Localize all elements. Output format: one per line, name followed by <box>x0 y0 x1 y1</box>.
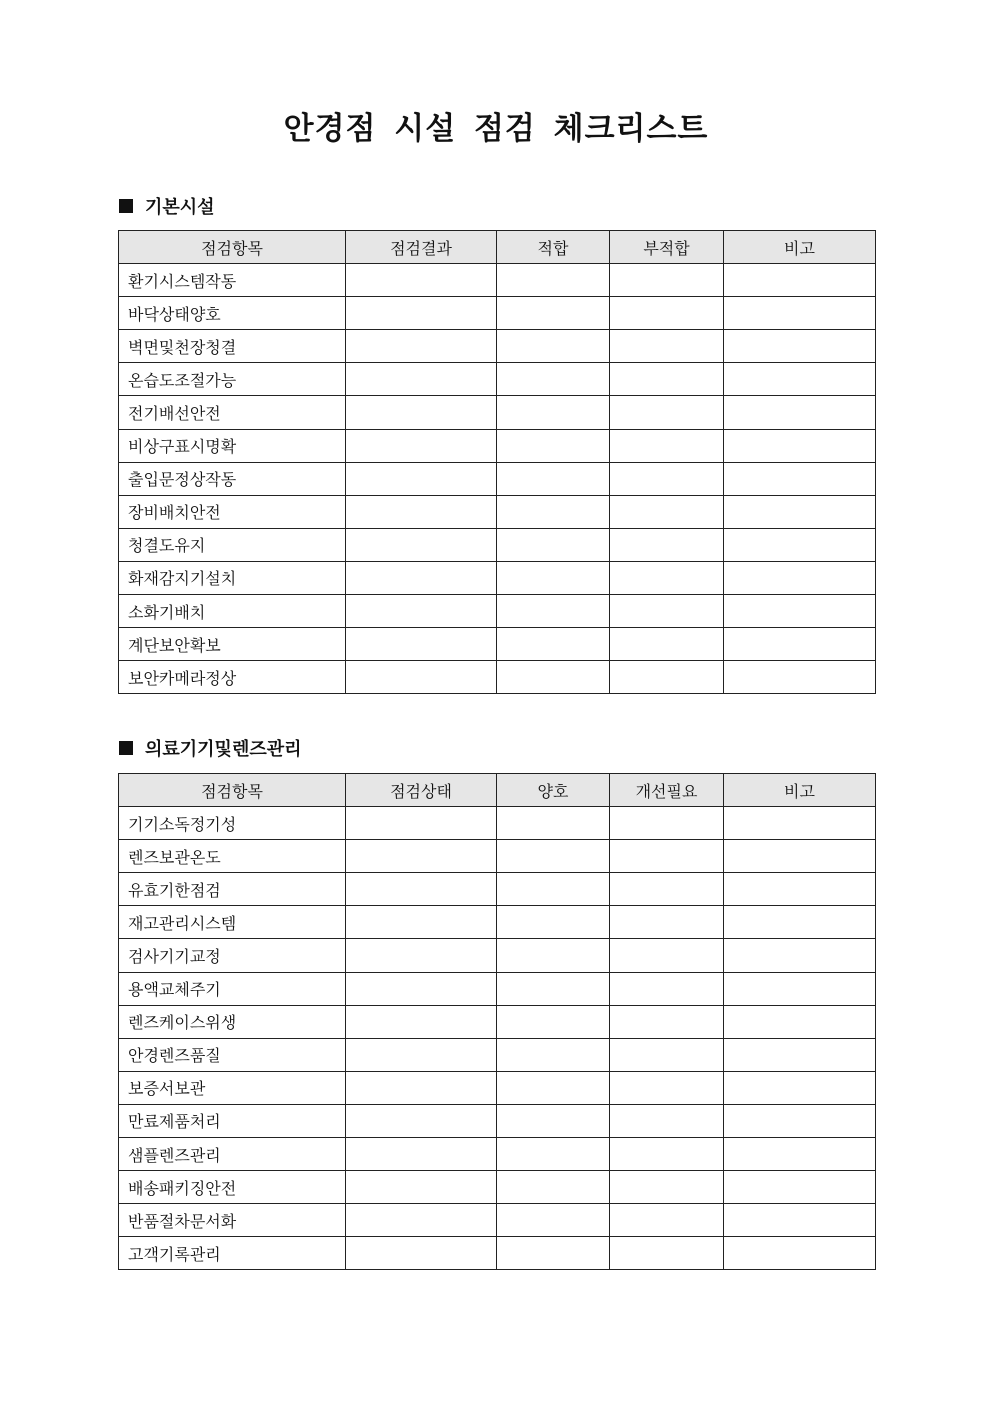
fail-cell[interactable] <box>610 495 724 528</box>
column-header-result: 점검결과 <box>346 231 497 264</box>
result-cell[interactable] <box>346 807 497 840</box>
table-row <box>119 1104 876 1137</box>
note-cell[interactable] <box>724 330 876 363</box>
column-header-item: 점검항목 <box>119 231 346 264</box>
square-bullet-icon <box>119 741 133 755</box>
pass-cell[interactable] <box>497 628 610 661</box>
table-body <box>119 264 876 694</box>
table-row <box>119 807 876 840</box>
fail-cell[interactable] <box>610 972 724 1005</box>
pass-cell[interactable] <box>497 661 610 694</box>
pass-cell[interactable] <box>497 1237 610 1270</box>
fail-cell[interactable] <box>610 1104 724 1137</box>
column-header-needs-improvement: 개선필요 <box>610 774 724 807</box>
note-cell[interactable] <box>724 661 876 694</box>
result-cell[interactable] <box>346 939 497 972</box>
result-cell[interactable] <box>346 330 497 363</box>
pass-cell[interactable] <box>497 840 610 873</box>
pass-cell[interactable] <box>497 561 610 594</box>
section-heading-label: 의료기기및렌즈관리 <box>145 739 302 760</box>
table-row <box>119 1005 876 1038</box>
pass-cell[interactable] <box>497 1104 610 1137</box>
section-heading-basic-facilities <box>119 194 215 218</box>
check-item-label: 기기소독정기성 <box>119 807 346 840</box>
table-row <box>119 363 876 396</box>
table-row <box>119 595 876 628</box>
pass-cell[interactable] <box>497 1171 610 1204</box>
pass-cell[interactable] <box>497 807 610 840</box>
result-cell[interactable] <box>346 595 497 628</box>
column-header-status: 점검상태 <box>346 774 497 807</box>
note-cell[interactable] <box>724 595 876 628</box>
check-item-label: 바닥상태양호 <box>119 297 346 330</box>
column-header-item: 점검항목 <box>119 774 346 807</box>
note-cell[interactable] <box>724 528 876 561</box>
pass-cell[interactable] <box>497 495 610 528</box>
fail-cell[interactable] <box>610 561 724 594</box>
check-item-label: 렌즈케이스위생 <box>119 1005 346 1038</box>
check-item-label: 반품절차문서화 <box>119 1204 346 1237</box>
note-cell[interactable] <box>724 297 876 330</box>
note-cell[interactable] <box>724 1171 876 1204</box>
result-cell[interactable] <box>346 1204 497 1237</box>
table-row <box>119 1204 876 1237</box>
column-header-note: 비고 <box>724 231 876 264</box>
fail-cell[interactable] <box>610 906 724 939</box>
note-cell[interactable] <box>724 939 876 972</box>
medical-devices-lens-table <box>118 773 876 1270</box>
fail-cell[interactable] <box>610 297 724 330</box>
pass-cell[interactable] <box>497 906 610 939</box>
result-cell[interactable] <box>346 462 497 495</box>
result-cell[interactable] <box>346 1071 497 1104</box>
result-cell[interactable] <box>346 429 497 462</box>
check-item-label: 소화기배치 <box>119 595 346 628</box>
fail-cell[interactable] <box>610 1038 724 1071</box>
table-row <box>119 1038 876 1071</box>
table-row <box>119 840 876 873</box>
table-body <box>119 807 876 1270</box>
check-item-label: 환기시스템작동 <box>119 264 346 297</box>
check-item-label: 장비배치안전 <box>119 495 346 528</box>
fail-cell[interactable] <box>610 1237 724 1270</box>
result-cell[interactable] <box>346 264 497 297</box>
result-cell[interactable] <box>346 528 497 561</box>
note-cell[interactable] <box>724 1005 876 1038</box>
pass-cell[interactable] <box>497 873 610 906</box>
column-header-note: 비고 <box>724 774 876 807</box>
fail-cell[interactable] <box>610 528 724 561</box>
table-row <box>119 330 876 363</box>
pass-cell[interactable] <box>497 1204 610 1237</box>
note-cell[interactable] <box>724 1038 876 1071</box>
fail-cell[interactable] <box>610 840 724 873</box>
table-row <box>119 429 876 462</box>
pass-cell[interactable] <box>497 264 610 297</box>
check-item-label: 계단보안확보 <box>119 628 346 661</box>
fail-cell[interactable] <box>610 1138 724 1171</box>
note-cell[interactable] <box>724 561 876 594</box>
fail-cell[interactable] <box>610 1005 724 1038</box>
basic-facilities-table <box>118 230 876 694</box>
check-item-label: 화재감지기설치 <box>119 561 346 594</box>
pass-cell[interactable] <box>497 595 610 628</box>
table-row <box>119 297 876 330</box>
table-row <box>119 906 876 939</box>
fail-cell[interactable] <box>610 939 724 972</box>
check-item-label: 청결도유지 <box>119 528 346 561</box>
note-cell[interactable] <box>724 873 876 906</box>
fail-cell[interactable] <box>610 1071 724 1104</box>
pass-cell[interactable] <box>497 972 610 1005</box>
table-header-row <box>119 774 876 807</box>
check-item-label: 벽면및천장청결 <box>119 330 346 363</box>
check-item-label: 비상구표시명확 <box>119 429 346 462</box>
result-cell[interactable] <box>346 1138 497 1171</box>
check-item-label: 유효기한점검 <box>119 873 346 906</box>
table-row <box>119 1237 876 1270</box>
check-item-label: 보증서보관 <box>119 1071 346 1104</box>
fail-cell[interactable] <box>610 661 724 694</box>
note-cell[interactable] <box>724 807 876 840</box>
note-cell[interactable] <box>724 462 876 495</box>
fail-cell[interactable] <box>610 396 724 429</box>
fail-cell[interactable] <box>610 462 724 495</box>
note-cell[interactable] <box>724 495 876 528</box>
column-header-pass: 적합 <box>497 231 610 264</box>
note-cell[interactable] <box>724 906 876 939</box>
note-cell[interactable] <box>724 396 876 429</box>
pass-cell[interactable] <box>497 363 610 396</box>
check-item-label: 안경렌즈품질 <box>119 1038 346 1071</box>
table-row <box>119 939 876 972</box>
result-cell[interactable] <box>346 363 497 396</box>
pass-cell[interactable] <box>497 1038 610 1071</box>
table-row <box>119 972 876 1005</box>
result-cell[interactable] <box>346 1005 497 1038</box>
check-item-label: 만료제품처리 <box>119 1104 346 1137</box>
fail-cell[interactable] <box>610 1204 724 1237</box>
table-row <box>119 396 876 429</box>
check-item-label: 샘플렌즈관리 <box>119 1138 346 1171</box>
result-cell[interactable] <box>346 561 497 594</box>
fail-cell[interactable] <box>610 330 724 363</box>
note-cell[interactable] <box>724 429 876 462</box>
note-cell[interactable] <box>724 628 876 661</box>
pass-cell[interactable] <box>497 939 610 972</box>
fail-cell[interactable] <box>610 264 724 297</box>
check-item-label: 출입문정상작동 <box>119 462 346 495</box>
table-row <box>119 495 876 528</box>
pass-cell[interactable] <box>497 297 610 330</box>
note-cell[interactable] <box>724 840 876 873</box>
note-cell[interactable] <box>724 264 876 297</box>
table-row <box>119 661 876 694</box>
check-item-label: 용액교체주기 <box>119 972 346 1005</box>
fail-cell[interactable] <box>610 429 724 462</box>
check-item-label: 전기배선안전 <box>119 396 346 429</box>
result-cell[interactable] <box>346 840 497 873</box>
section-heading-medical-devices <box>119 736 302 760</box>
result-cell[interactable] <box>346 297 497 330</box>
pass-cell[interactable] <box>497 1005 610 1038</box>
pass-cell[interactable] <box>497 330 610 363</box>
check-item-label: 검사기기교정 <box>119 939 346 972</box>
fail-cell[interactable] <box>610 363 724 396</box>
column-header-fail: 부적합 <box>610 231 724 264</box>
note-cell[interactable] <box>724 1104 876 1137</box>
section-heading-label: 기본시설 <box>145 197 215 218</box>
result-cell[interactable] <box>346 396 497 429</box>
fail-cell[interactable] <box>610 628 724 661</box>
result-cell[interactable] <box>346 495 497 528</box>
square-bullet-icon <box>119 199 133 213</box>
fail-cell[interactable] <box>610 873 724 906</box>
fail-cell[interactable] <box>610 807 724 840</box>
result-cell[interactable] <box>346 873 497 906</box>
result-cell[interactable] <box>346 628 497 661</box>
result-cell[interactable] <box>346 1237 497 1270</box>
check-item-label: 보안카메라정상 <box>119 661 346 694</box>
table-row <box>119 628 876 661</box>
check-item-label: 온습도조절가능 <box>119 363 346 396</box>
note-cell[interactable] <box>724 1071 876 1104</box>
table-row <box>119 1071 876 1104</box>
fail-cell[interactable] <box>610 595 724 628</box>
check-item-label: 렌즈보관온도 <box>119 840 346 873</box>
pass-cell[interactable] <box>497 462 610 495</box>
table-row <box>119 1138 876 1171</box>
page-title: 안경점 시설 점검 체크리스트 <box>283 111 709 147</box>
table-row <box>119 1171 876 1204</box>
check-item-label: 재고관리시스템 <box>119 906 346 939</box>
result-cell[interactable] <box>346 661 497 694</box>
result-cell[interactable] <box>346 972 497 1005</box>
table-row <box>119 462 876 495</box>
result-cell[interactable] <box>346 1104 497 1137</box>
pass-cell[interactable] <box>497 1071 610 1104</box>
result-cell[interactable] <box>346 1038 497 1071</box>
note-cell[interactable] <box>724 363 876 396</box>
table-row <box>119 873 876 906</box>
table-row <box>119 264 876 297</box>
table-header-row <box>119 231 876 264</box>
note-cell[interactable] <box>724 972 876 1005</box>
result-cell[interactable] <box>346 906 497 939</box>
pass-cell[interactable] <box>497 429 610 462</box>
pass-cell[interactable] <box>497 528 610 561</box>
table-row <box>119 528 876 561</box>
check-item-label: 배송패키징안전 <box>119 1171 346 1204</box>
fail-cell[interactable] <box>610 1171 724 1204</box>
column-header-good: 양호 <box>497 774 610 807</box>
table-row <box>119 561 876 594</box>
note-cell[interactable] <box>724 1237 876 1270</box>
note-cell[interactable] <box>724 1138 876 1171</box>
result-cell[interactable] <box>346 1171 497 1204</box>
pass-cell[interactable] <box>497 1138 610 1171</box>
check-item-label: 고객기록관리 <box>119 1237 346 1270</box>
note-cell[interactable] <box>724 1204 876 1237</box>
pass-cell[interactable] <box>497 396 610 429</box>
